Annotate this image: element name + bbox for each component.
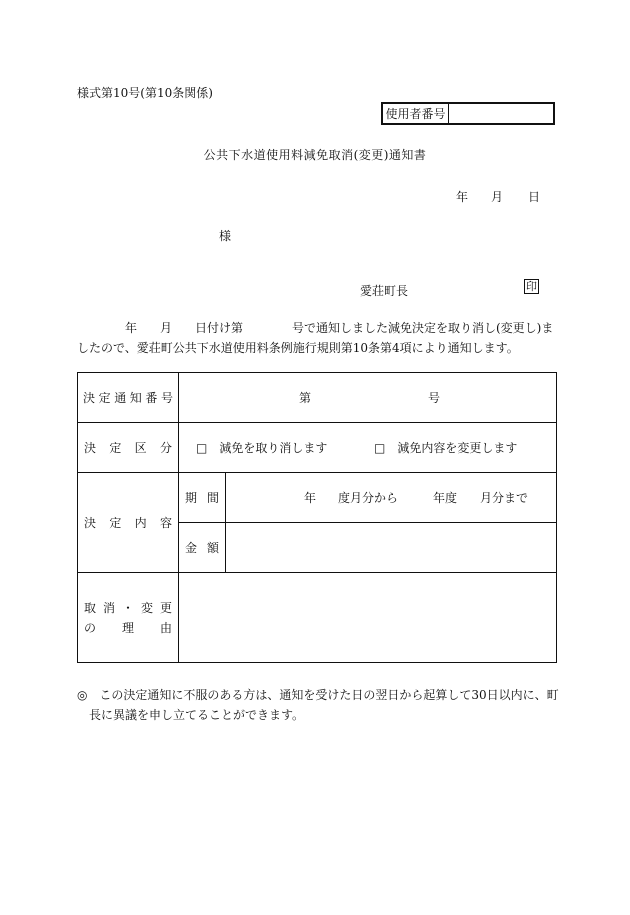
value-amount[interactable]	[226, 523, 557, 573]
label-decision-content: 決 定 内 容	[78, 473, 179, 573]
period-to-year: 年度	[433, 490, 458, 505]
body-year: 年	[125, 321, 138, 335]
notice-line-1: ◎ この決定通知に不服のある方は、通知を受けた日の翌日から起算して30日以内に、町	[77, 688, 559, 702]
form-number: 様式第10号(第10条関係)	[77, 86, 213, 100]
row-period	[78, 473, 557, 523]
value-decision-number[interactable]	[179, 373, 557, 423]
period-from: 度月分から	[338, 490, 399, 505]
body-number-text: 号で通知しました減免決定を取り消し(変更し)ま	[292, 321, 554, 335]
row-reason	[78, 573, 557, 663]
label-reason: 取 消 ・ 変 更 の 理 由	[78, 573, 179, 663]
row-decision-number	[78, 373, 557, 423]
user-number-box	[381, 102, 555, 125]
issuer-name: 愛荘町長	[360, 284, 409, 298]
label-period: 期 間	[179, 473, 226, 523]
document-title: 公共下水道使用料減免取消(変更)通知書	[203, 148, 427, 162]
decision-go: 号	[428, 390, 441, 405]
body-day-ref: 日付け第	[195, 321, 244, 335]
label-decision-number: 決 定 通 知 番 号	[78, 373, 179, 423]
decision-dai: 第	[299, 390, 312, 405]
row-decision-category	[78, 423, 557, 473]
notice-line-2: 長に異議を申し立てることができます。	[89, 708, 305, 722]
option-change-checkbox[interactable]: □ 減免内容を変更します	[374, 440, 518, 455]
period-to: 月分まで	[480, 490, 529, 505]
date-day: 日	[528, 190, 541, 204]
user-number-field[interactable]	[449, 104, 553, 123]
value-reason[interactable]	[179, 573, 557, 663]
user-number-label: 使用者番号	[383, 104, 449, 123]
date-month: 月	[491, 190, 504, 204]
date-year: 年	[456, 190, 469, 204]
seal-mark: 印	[526, 280, 537, 293]
label-amount: 金 額	[179, 523, 226, 573]
value-period[interactable]	[226, 473, 557, 523]
period-year: 年	[304, 490, 317, 505]
body-line-2: したので、愛荘町公共下水道使用料条例施行規則第10条第4項により通知します。	[77, 341, 519, 355]
label-decision-category: 決 定 区 分	[78, 423, 179, 473]
option-cancel-checkbox[interactable]: □ 減免を取り消します	[196, 440, 328, 455]
body-month: 月	[160, 321, 173, 335]
addressee-suffix: 様	[219, 229, 232, 243]
decision-table	[77, 372, 557, 663]
value-decision-category	[179, 423, 557, 473]
notice-mark-icon: ◎	[77, 688, 88, 702]
